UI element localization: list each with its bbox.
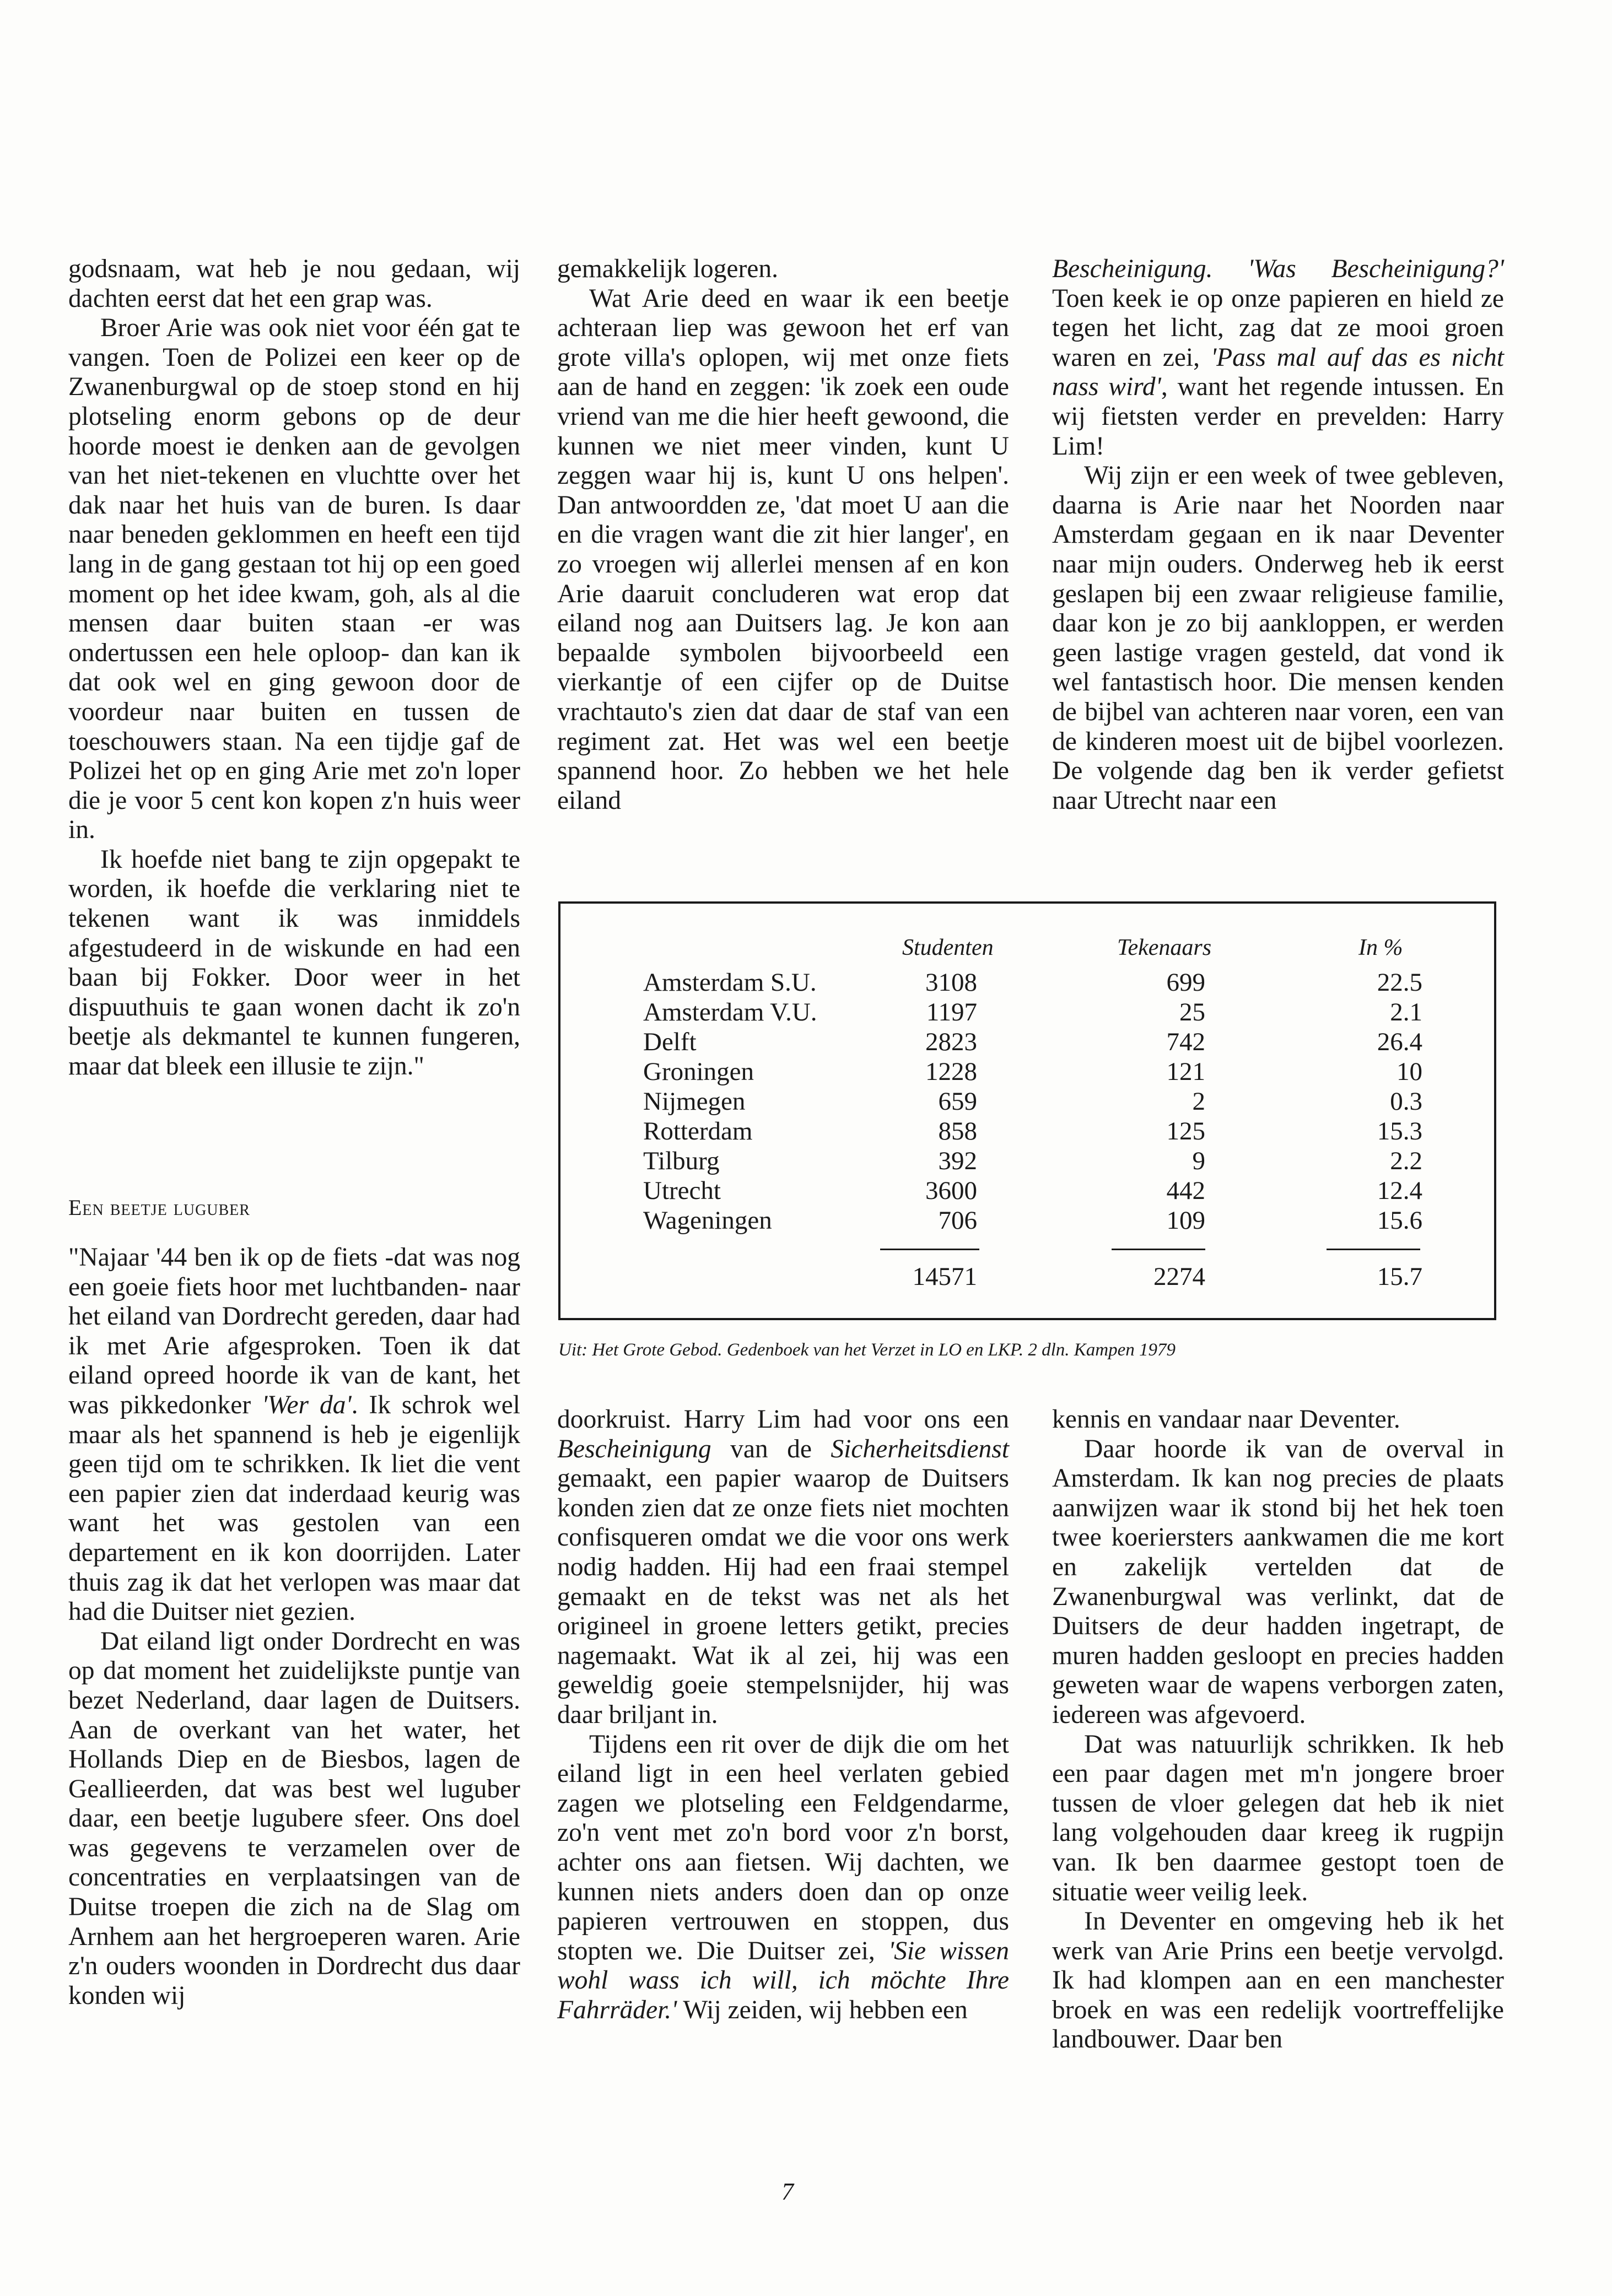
table-cell-percent: 15.3 (1377, 1117, 1422, 1146)
sum-rule (1112, 1249, 1205, 1250)
quote-pass-mal-auf: 'Pass mal auf das es nicht nass wird' (1052, 343, 1505, 402)
table-cell-percent: 10 (1397, 1057, 1422, 1086)
paragraph-text: doorkruist. Harry Lim had voor ons een (557, 1405, 1009, 1434)
table-cell-city: Tilburg (643, 1147, 720, 1175)
table-cell-studenten: 858 (938, 1117, 977, 1146)
column-2-top (557, 255, 1009, 815)
table-cell-city: Utrecht (643, 1176, 721, 1205)
table-cell-studenten: 3108 (925, 968, 977, 997)
paragraph (1052, 255, 1504, 461)
table-cell-tekenaars: 125 (1166, 1117, 1205, 1146)
table-cell-tekenaars: 742 (1166, 1028, 1205, 1056)
paragraph-text: gemaakt, een papier waarop de Duitsers konden zien dat ze onze fiets niet mochten confisqueren omdat we die voor ons werk nodig hadden. Hij had een fraai stempel gemaakt en de tekst was net als het origineel in groene letters getikt, precies nagemaakt. Wat ik al zei, hij was een geweldig goeie stempelsnijder, hij was daar briljant in. (557, 1464, 1009, 1729)
table-cell-tekenaars: 2 (1192, 1087, 1205, 1116)
sum-rule (1327, 1249, 1420, 1250)
table-cell-percent: 15.6 (1377, 1206, 1422, 1235)
paragraph: godsnaam, wat heb je nou gedaan, wij dachten eerst dat het een grap was. (68, 255, 520, 313)
column-1-top (68, 255, 520, 1082)
table-cell-city: Amsterdam S.U. (643, 968, 817, 997)
table-cell-percent: 26.4 (1377, 1028, 1422, 1056)
paragraph: Daar hoorde ik van de overval in Amsterdam. Ik kan nog precies de plaats aanwijzen waar ik stond bij het hek toen twee koeriersters aankwamen die me kort en zakelijk vertelden dat de Zwanenburgwal was verlinkt, dat de Duitsers de deur hadden ingetrapt, de muren hadden gesloopt en precies hadden geweten waar de wapens verborgen zaten, iedereen was afgevoerd. (1052, 1434, 1504, 1729)
paragraph (68, 1243, 520, 1627)
header-percent: In % (1358, 935, 1403, 960)
table-cell-percent: 2.1 (1390, 998, 1422, 1027)
table-cell-studenten: 3600 (925, 1176, 977, 1205)
sum-rule (880, 1249, 979, 1250)
paragraph: Wat Arie deed en waar ik een beetje achteraan liep was gewoon het erf van grote villa's oplopen, wij met onze fiets aan de hand en zeggen: 'ik zoek een oude vriend van me die hier heeft gewoond, die kunnen we niet meer vinden, kunt U zeggen waar hij is, kunt U ons helpen'. Dan antwoordden ze, 'dat moet U aan die en die vragen want die zit hier langer', en zo vroegen wij allerlei mensen af en kon Arie daaruit concluderen wat erop dat eiland nog aan Duitsers lag. Je kon aan bepaalde symbolen bijvoorbeeld een vierkantje of een cijfer op de Duitse vrachtauto's zien dat daar de staf van een regiment zat. Het was wel een beetje spannend hoor. Zo hebben we het hele eiland (557, 284, 1009, 815)
table-cell-city: Groningen (643, 1057, 754, 1086)
table-cell-percent: 12.4 (1377, 1176, 1422, 1205)
paragraph: Ik hoefde niet bang te zijn opgepakt te worden, ik hoefde die verklaring niet te tekenen want ik was inmiddels afgestudeerd in de wiskunde en had een baan bij Fokker. Door weer in het dispuuthuis te gaan wonen dacht ik zo'n beetje als dekmantel te kunnen fungeren, maar dat bleek een illusie te zijn." (68, 845, 520, 1081)
column-2-bottom (557, 1405, 1009, 2025)
header-tekenaars: Tekenaars (1117, 935, 1212, 960)
paragraph: Dat eiland ligt onder Dordrecht en was op dat moment het zuidelijkste puntje van bezet Nederland, daar lagen de Duitsers. Aan de overkant van het water, het Hollands Diep en de Biesbos, lagen de Geallieerden, dat was best wel luguber daar, een beetje lugubere sfeer. Ons doel was gegevens te verzamelen over de concentraties en verplaatsingen van de Duitse troepen die zich na de Slag om Arnhem aan het hergroeperen waren. Arie z'n ouders woonden in Dordrecht dus daar konden wij (68, 1627, 520, 2010)
paragraph (557, 1405, 1009, 1730)
quote-wer-da: 'Wer da' (262, 1390, 352, 1419)
table-cell-tekenaars: 9 (1192, 1147, 1205, 1175)
table-cell-city: Rotterdam (643, 1117, 753, 1146)
total-percent: 15.7 (1377, 1262, 1422, 1291)
table-cell-studenten: 659 (938, 1087, 977, 1116)
paragraph: Broer Arie was ook niet voor één gat te vangen. Toen de Polizei een keer op de Zwanenburgwal op de stoep stond en hij plotseling enorm gebons op de deur hoorde moest ie denken aan de gevolgen van het niet-tekenen en vluchtte over het dak naar het huis van de buren. Is daar naar beneden geklommen en heeft een tijd lang in de gang gestaan tot hij op een goed moment op het idee kwam, goh, als al die mensen daar buiten staan -er was ondertussen een hele oploop- dan kan ik dat ook wel en ging gewoon door de voordeur naar buiten en tussen de toeschouwers staan. Na een tijdje gaf de Polizei het op en ging Arie met zo'n loper die je voor 5 cent kon kopen z'n huis weer in. (68, 314, 520, 845)
statistics-table (558, 901, 1496, 1320)
paragraph: Dat was natuurlijk schrikken. Ik heb een paar dagen met m'n jongere broer tussen de vloer gelegen dat heb ik niet lang volgehouden daar kreeg ik rugpijn van. Ik ben daarmee gestopt toen de situatie weer veilig leek. (1052, 1730, 1504, 1906)
paragraph-text: , want het regende intussen. En wij fietsten verder en prevelden: Harry Lim! (1052, 372, 1505, 461)
table-cell-tekenaars: 442 (1166, 1176, 1205, 1205)
table-cell-studenten: 2823 (925, 1028, 977, 1056)
table-cell-city: Nijmegen (643, 1087, 746, 1116)
page-number: 7 (781, 2178, 794, 2205)
table-cell-studenten: 706 (938, 1206, 977, 1235)
table-cell-tekenaars: 121 (1166, 1057, 1205, 1086)
paragraph-text: Toen keek ie op onze papieren en hield ze tegen het licht, zag dat ze mooi groen waren en zei, (1052, 284, 1504, 372)
table-cell-studenten: 1228 (925, 1057, 977, 1086)
paragraph-text: van de (711, 1434, 831, 1463)
table-cell-tekenaars: 699 (1166, 968, 1205, 997)
table-cell-city: Delft (643, 1028, 697, 1056)
term-bescheinigung: Bescheinigung (557, 1434, 711, 1463)
total-tekenaars: 2274 (1153, 1262, 1205, 1291)
paragraph: In Deventer en omgeving heb ik het werk van Arie Prins een beetje vervolgd. Ik had klompen aan en een manchester broek en was een redelijk voortreffelijke landbouwer. Daar ben (1052, 1907, 1504, 2054)
term-sicherheitsdienst: Sicherheitsdienst (831, 1434, 1009, 1463)
table-cell-percent: 22.5 (1377, 968, 1422, 997)
table-cell-city: Wageningen (643, 1206, 772, 1235)
quote-bescheinigung: Bescheinigung. 'Was Bescheinigung?' (1052, 255, 1504, 283)
column-3-bottom (1052, 1405, 1504, 2055)
quote-sie-wissen: 'Sie wissen wohl wass ich will, ich möchte Ihre Fahrräder.' (557, 1936, 1009, 2024)
section-heading: Een beetje luguber (68, 1195, 250, 1220)
table-cell-tekenaars: 25 (1179, 998, 1205, 1027)
table-cell-studenten: 392 (938, 1147, 977, 1175)
paragraph: gemakkelijk logeren. (557, 255, 778, 283)
table-cell-city: Amsterdam V.U. (643, 998, 817, 1027)
table-caption: Uit: Het Grote Gebod. Gedenboek van het Verzet in LO en LKP. 2 dln. Kampen 1979 (558, 1340, 1176, 1360)
column-1-bottom (68, 1243, 520, 2011)
table-cell-tekenaars: 109 (1166, 1206, 1205, 1235)
column-3-top (1052, 255, 1504, 815)
table-cell-percent: 2.2 (1390, 1147, 1422, 1175)
paragraph (557, 1730, 1009, 2025)
total-studenten: 14571 (912, 1262, 977, 1291)
header-studenten: Studenten (902, 935, 994, 960)
paragraph-text: Wij zeiden, wij hebben een (677, 1995, 968, 2024)
paragraph-text: "Najaar '44 ben ik op de fiets -dat was nog een goeie fiets hoor met luchtbanden- naar het eiland van Dordrecht gereden, daar had ik met Arie afgesproken. Toen ik dat eiland opreed hoorde ik van de kant, het was pikkedonker (68, 1243, 520, 1419)
paragraph-text: Tijdens een rit over de dijk die om het eiland ligt in een heel verlaten gebied zagen we plotseling een Feldgendarme, zo'n vent met zo'n bord voor z'n borst, achter ons aan fietsen. Wij dachten, we kunnen niets anders doen dan op onze papieren vertrouwen en stoppen, dus stopten we. Die Duitser zei, (557, 1730, 1009, 1965)
paragraph: kennis en vandaar naar Deventer. (1052, 1405, 1400, 1434)
table-cell-studenten: 1197 (926, 998, 977, 1027)
table-cell-percent: 0.3 (1390, 1087, 1422, 1116)
paragraph: Wij zijn er een week of twee gebleven, daarna is Arie naar het Noorden naar Amsterdam gegaan en ik naar Deventer naar mijn ouders. Onderweg heb ik eerst geslapen bij een zwaar religieuse familie, daar kon je zo bij aankloppen, er werden geen lastige vragen gesteld, dat vond ik wel fantastisch hoor. Die mensen kenden de bijbel van achteren naar voren, een van de kinderen moest uit de bijbel voorlezen. De volgende dag ben ik verder gefietst naar Utrecht naar een (1052, 461, 1504, 815)
paragraph-text: . Ik schrok wel maar als het spannend is heb je eigenlijk geen tijd om te schrikken. Ik liet die vent een papier zien dat inderdaad keurig was want het was gestolen van een departement en ik kon doorrijden. Later thuis zag ik dat het verlopen was maar dat had die Duitser niet gezien. (68, 1390, 520, 1627)
